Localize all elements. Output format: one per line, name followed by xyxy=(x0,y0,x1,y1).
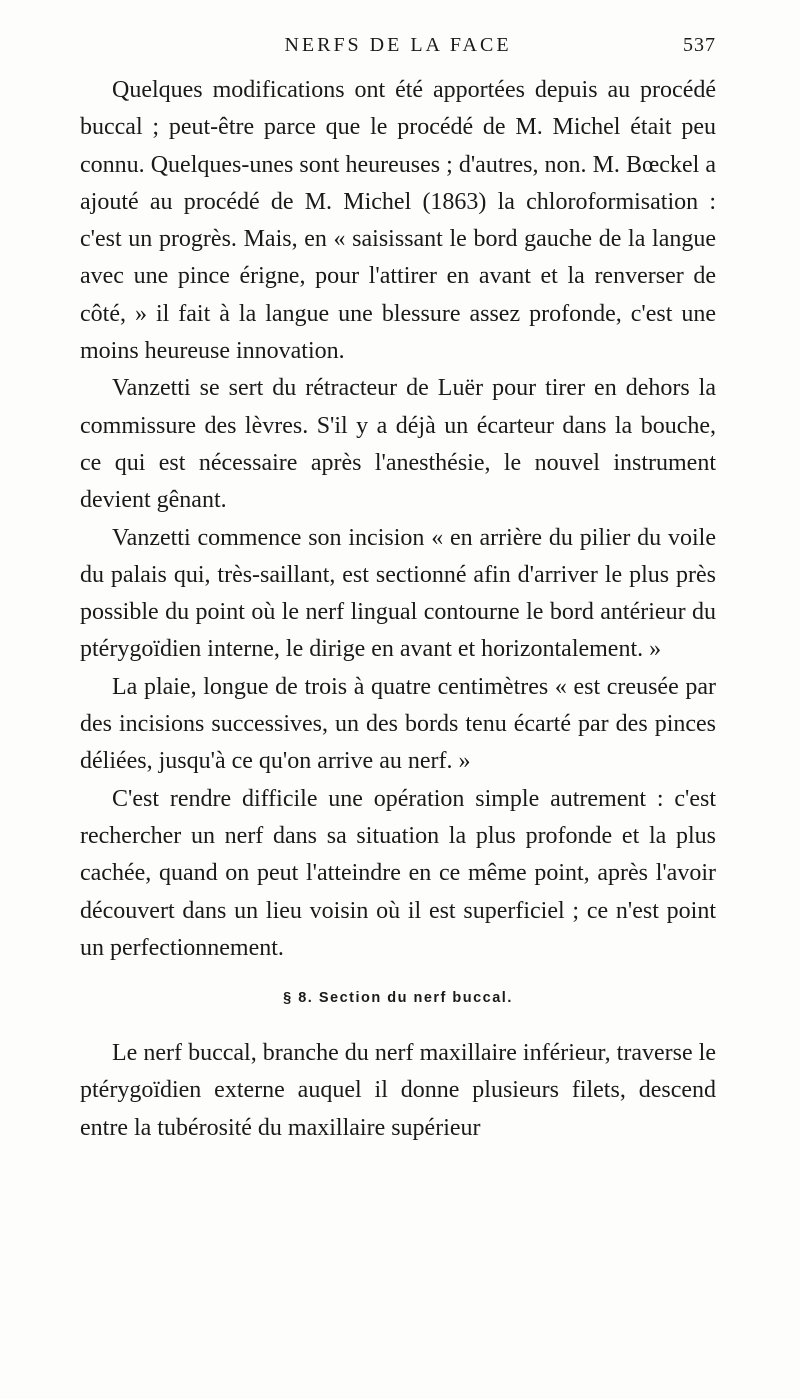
paragraph: Le nerf buccal, branche du nerf maxillaire inférieur, traverse le ptérygoïdien externe auquel il donne plusieurs filets, descend entre la tubérosité du maxillaire supérieur xyxy=(80,1040,716,1141)
paragraph: La plaie, longue de trois à quatre centimètres « est creusée par des incisions successives, un des bords tenu écarté par des pinces déliées, jusqu'à ce qu'on arrive au nerf. » xyxy=(80,673,716,775)
page-number: 537 xyxy=(683,34,716,56)
section-heading: § 8. Section du nerf buccal. xyxy=(283,990,513,1007)
paragraph: Quelques modifications ont été apportées depuis au procédé buccal ; peut-être parce que le procédé de M. Michel était peu connu. Quelques-unes sont heureuses ; d'autres, non. M. Bœckel a ajouté au procédé de M. Michel (1863) la chloroformisation : c'est un progrès. Mais, en « saisissant le bord gauche de la langue avec une pince érigne, pour l'attirer en avant et la renverser de côté, » il fait à la langue une blessure assez profonde, c'est une moins heureuse innovation. xyxy=(80,77,716,365)
paragraph: Vanzetti commence son incision « en arrière du pilier du voile du palais qui, très-saillant, est sectionné afin d'arriver le plus près possible du point où le nerf lingual contourne le bord antérieur du ptérygoïdien interne, le dirige en avant et horizontalement. » xyxy=(80,524,716,663)
running-title: NERFS DE LA FACE xyxy=(284,34,512,56)
body-text xyxy=(80,72,716,1147)
paragraph: Vanzetti se sert du rétracteur de Luër pour tirer en dehors la commissure des lèvres. S'il y a déjà un écarteur dans la bouche, ce qui est nécessaire après l'anesthésie, le nouvel instrument devient gênant. xyxy=(80,375,716,514)
running-head xyxy=(80,34,716,60)
paragraph: C'est rendre difficile une opération simple autrement : c'est rechercher un nerf dans sa situation la plus profonde et la plus cachée, quand on peut l'atteindre en ce même point, après l'avoir découvert dans un lieu voisin où il est superficiel ; ce n'est point un perfectionnement. xyxy=(80,785,716,961)
